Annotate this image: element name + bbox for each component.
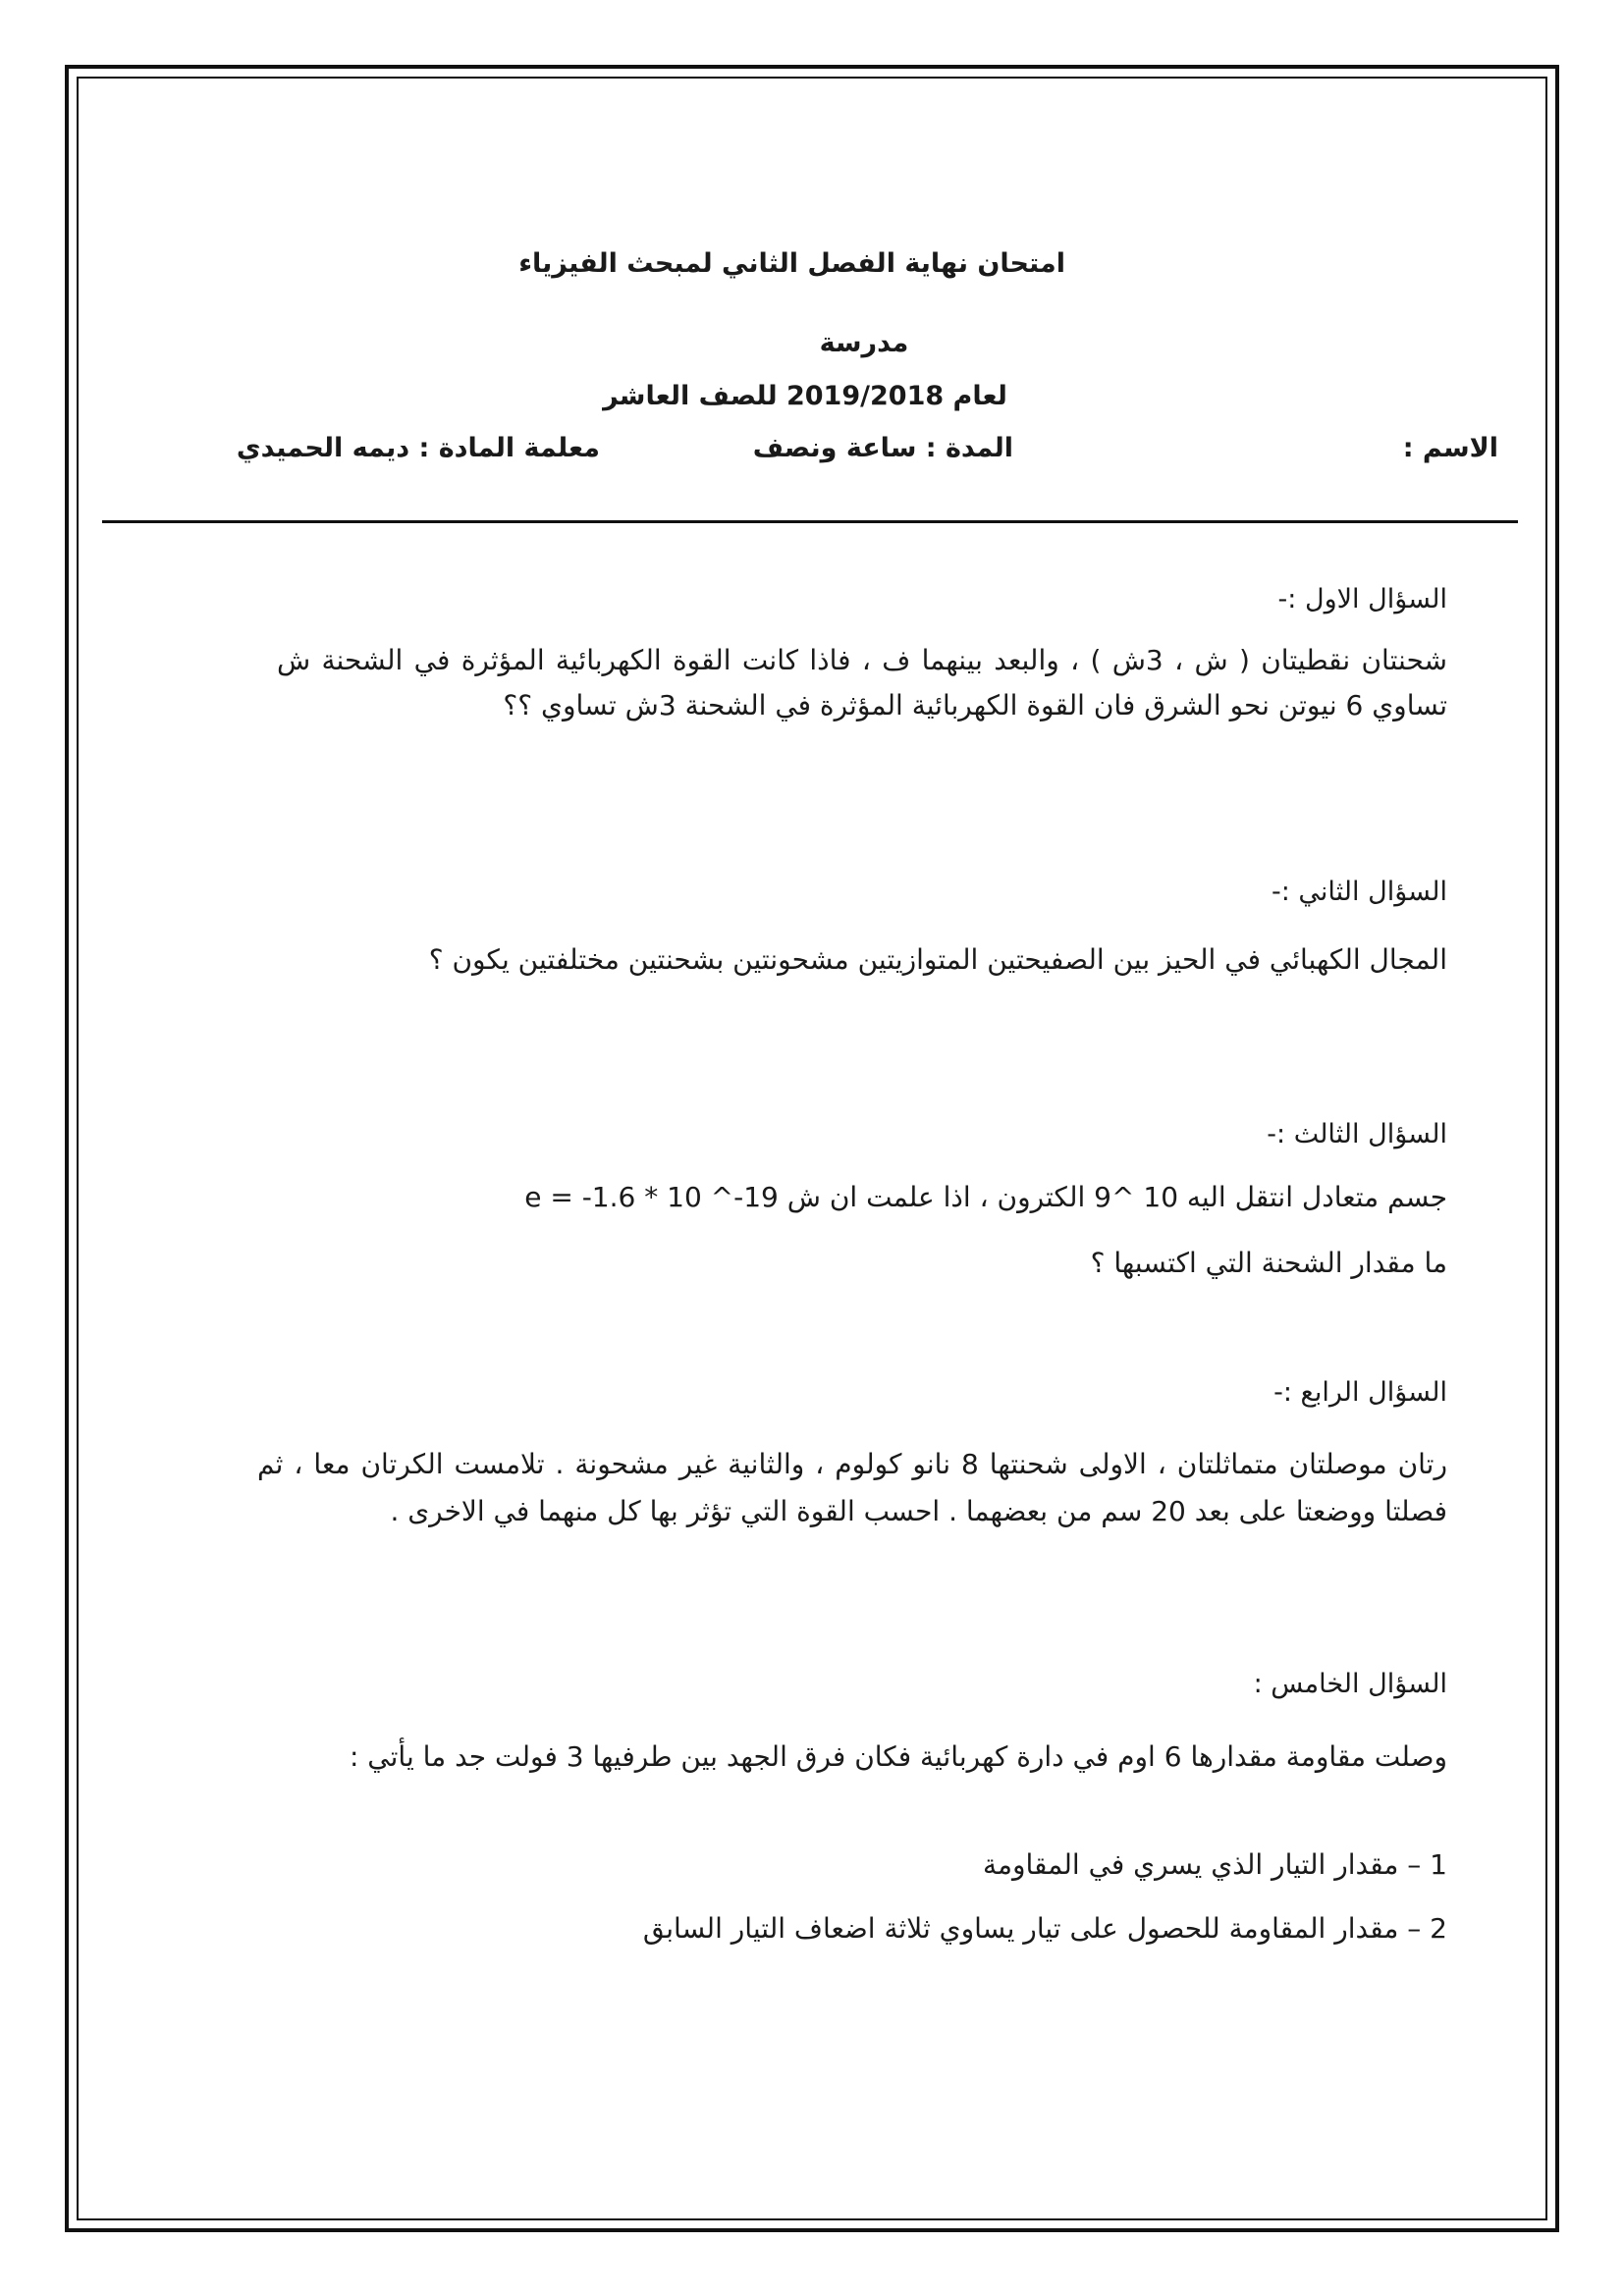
question-5-title: السؤال الخامس : (1253, 1669, 1447, 1699)
question-5-item-2: 2 – مقدار المقاومة للحصول على تيار يساوي ثلاثة اضعاف التيار السابق (642, 1912, 1447, 1945)
question-5-item-1: 1 – مقدار التيار الذي يسري في المقاومة (982, 1848, 1447, 1881)
student-name-label: الاسم : (1402, 433, 1498, 463)
question-4-title: السؤال الرابع :- (1273, 1377, 1447, 1408)
exam-duration: المدة : ساعة ونصف (752, 433, 1013, 463)
question-3-line-1: جسم متعادل انتقل اليه 10 ^9 الكترون ، اذا علمت ان ش e = -1.6 * 10 ^-19 (524, 1181, 1447, 1213)
question-1-title: السؤال الاول :- (1277, 584, 1447, 614)
school-label: مدرسة (819, 328, 909, 358)
exam-title: امتحان نهاية الفصل الثاني لمبحث الفيزياء (518, 248, 1065, 279)
question-5-text: وصلت مقاومة مقدارها 6 اوم في دارة كهربائية فكان فرق الجهد بين طرفيها 3 فولت جد ما يأتي : (349, 1740, 1447, 1773)
teacher-name: معلمة المادة : ديمه الحميدي (236, 433, 600, 463)
question-3-title: السؤال الثالث :- (1267, 1119, 1447, 1149)
question-2-title: السؤال الثاني :- (1271, 877, 1447, 907)
exam-year: لعام 2019/2018 للصف العاشر (603, 381, 1007, 411)
question-3-line-2: ما مقدار الشحنة التي اكتسبها ؟ (1090, 1247, 1447, 1279)
header-divider (102, 520, 1518, 523)
question-4-text: رتان موصلتان متماثلتان ، الاولى شحنتها 8 نانو كولوم ، والثانية غير مشحونة . تلامست الكرتان معا ، ثم فصلتا ووضعتا على بعد 20 سم من بعضهما . احسب القوة التي تؤثر بها كل منهما في الاخرى . (257, 1448, 1447, 1527)
question-1-text: شحنتان نقطيتان ( ش ، 3ش ) ، والبعد بينهما ف ، فاذا كانت القوة الكهربائية المؤثرة في الشحنة ش تساوي 6 نيوتن نحو الشرق فان القوة الكهربائية المؤثرة في الشحنة 3ش تساوي ؟؟ (277, 644, 1448, 721)
question-2-text: المجال الكهبائي في الحيز بين الصفيحتين المتوازيتين مشحونتين بشحنتين مختلفتين يكون ؟ (428, 943, 1447, 976)
